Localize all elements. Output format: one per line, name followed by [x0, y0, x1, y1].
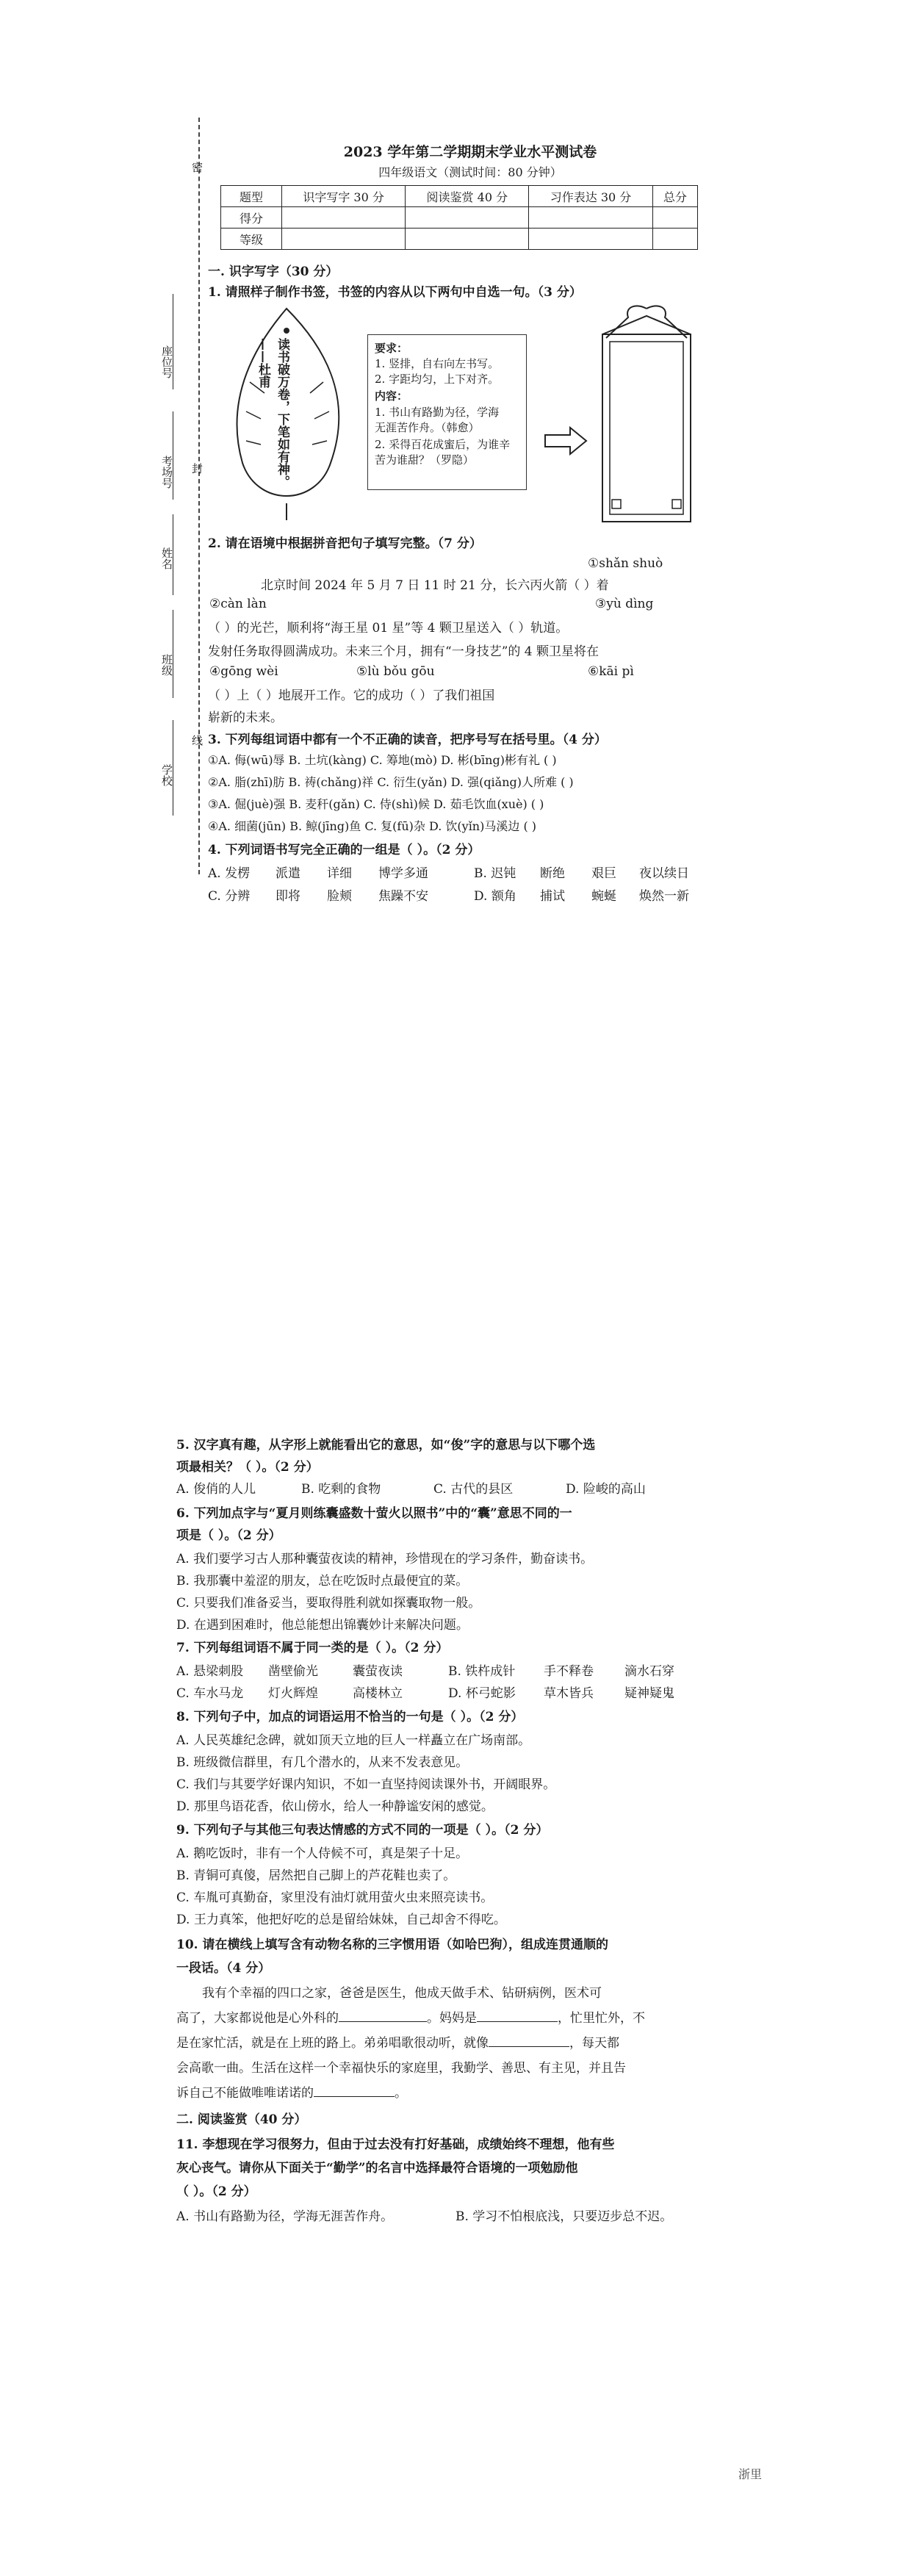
- q2-line-1[interactable]: 北京时间 2024 年 5 月 7 日 11 时 21 分，长六丙火箭（ ）着: [261, 578, 609, 593]
- bookmark-text: 读书破万卷，下笔如有神。——杜甫: [256, 338, 289, 488]
- q5-option-d: D. 险峻的高山: [566, 1482, 646, 1497]
- q5-option-b: B. 吃剩的食物: [301, 1482, 381, 1497]
- q6-option-a: A. 我们要学习古人那种囊萤夜读的精神，珍惜现在的学习条件，勤奋读书。: [176, 1552, 594, 1566]
- bookmark-corner-deco: [612, 500, 681, 508]
- q5-line-1: 5. 汉字真有趣，从字形上就能看出它的意思，如“俊”字的意思与以下哪个选: [176, 1438, 596, 1453]
- q4-word: 夜以续日: [639, 866, 689, 881]
- q7-word: 高楼林立: [353, 1686, 403, 1701]
- bookmark-ribbon: [606, 306, 687, 338]
- blank-bookmark-illustration: [591, 301, 702, 525]
- q7-word: 灯火辉煌: [268, 1686, 318, 1701]
- arrow-right-icon: [544, 426, 588, 456]
- q4-option: D. 额角: [474, 889, 516, 904]
- q4-option: A. 发楞: [208, 866, 251, 881]
- q7-word: 囊萤夜读: [353, 1664, 403, 1679]
- q10-blank-4[interactable]: [314, 2096, 395, 2097]
- q2-line-5: 崭新的未来。: [208, 710, 283, 725]
- bookmark-outer: [602, 334, 691, 522]
- q4-text: 4. 下列词语书写完全正确的一组是（ ）。（2 分）: [208, 843, 480, 857]
- q2-pinyin-1: ①shǎn shuò: [588, 556, 663, 571]
- q10-text: 。妈妈是: [427, 2011, 477, 2026]
- binding-mark-2: 封: [190, 463, 204, 474]
- q10-text: ，忙里忙外，不: [558, 2011, 645, 2026]
- q3-row-3[interactable]: ③A. 倔(juè)强 B. 麦秆(gǎn) C. 侍(shì)候 D. 茹毛饮血(xuè) ( ): [208, 797, 544, 811]
- q4-word: 焦躁不安: [378, 889, 428, 904]
- q8-option-d: D. 那里鸟语花香，依山傍水，给人一种静谧安闲的感觉。: [176, 1799, 494, 1814]
- binding-mark-1: 密: [190, 162, 204, 173]
- q7-word: D. 杯弓蛇影: [448, 1686, 516, 1701]
- req-1: 1. 竖排，自右向左书写。: [375, 357, 500, 370]
- q9-text: 9. 下列句子与其他三句表达情感的方式不同的一项是（ ）。（2 分）: [176, 1823, 549, 1838]
- binding-mark-3: 线: [190, 735, 204, 746]
- score-cell: 总分: [652, 186, 697, 207]
- content-1a: 1. 书山有路勤为径，学海: [375, 406, 500, 419]
- req-title: 要求：: [375, 342, 408, 355]
- q2-pinyin-3a: ④gōng wèi: [209, 664, 278, 679]
- content-2a: 2. 采得百花成蜜后，为谁辛: [375, 438, 511, 451]
- content-2b: 苦为谁甜？（罗隐）: [375, 453, 475, 467]
- q7-word: 疑神疑鬼: [624, 1686, 674, 1701]
- q2-pinyin-2a: ②càn làn: [209, 597, 267, 611]
- q4-word: 详细: [327, 866, 352, 881]
- score-cell[interactable]: [282, 207, 406, 229]
- bookmark-inner: [610, 342, 683, 514]
- seat-label: 座位号: [160, 345, 173, 378]
- bookmark-hole: [284, 328, 289, 334]
- score-cell[interactable]: [406, 229, 529, 250]
- footer-mark: 浙里: [738, 2467, 763, 2481]
- q6-option-d: D. 在遇到困难时，他总能想出锦囊妙计来解决问题。: [176, 1618, 469, 1633]
- score-cell[interactable]: [652, 207, 697, 229]
- score-cell[interactable]: [406, 207, 529, 229]
- q9-option-a: A. 鹅吃饭时，非有一个人侍候不可，真是架子十足。: [176, 1846, 469, 1861]
- score-cell: 等级: [221, 229, 282, 250]
- q2-pinyin-2b: ③yù dìng: [595, 597, 654, 611]
- score-table-row: [221, 207, 698, 229]
- req-2: 2. 字距均匀，上下对齐。: [375, 373, 500, 386]
- q10-line-1: 10. 请在横线上填写含有动物名称的三字惯用语（如哈巴狗），组成连贯通顺的: [176, 1938, 608, 1952]
- section1-heading: 一. 识字写字（30 分）: [208, 265, 339, 279]
- q4-word: 捕试: [540, 889, 565, 904]
- q11-option-a: A. 书山有路勤为径，学海无涯苦作舟。: [176, 2209, 394, 2224]
- q10-blank-1[interactable]: [339, 2021, 427, 2022]
- q8-option-c: C. 我们与其要学好课内知识，不如一直坚持阅读课外书，开阔眼界。: [176, 1777, 556, 1792]
- q1-text: 1. 请照样子制作书签，书签的内容从以下两句中自选一句。（3 分）: [208, 285, 582, 300]
- binding-line: [198, 118, 200, 874]
- q4-option: C. 分辨: [208, 889, 251, 904]
- score-cell: 阅读鉴赏 40 分: [406, 186, 529, 207]
- q8-text: 8. 下列句子中，加点的词语运用不恰当的一句是（ ）。（2 分）: [176, 1710, 524, 1724]
- q2-pinyin-3c: ⑥kāi pì: [588, 664, 634, 679]
- q6-line-2: 项是（ ）。（2 分）: [176, 1528, 281, 1543]
- q3-row-4[interactable]: ④A. 细菌(jūn) B. 鲸(jīng)鱼 C. 复(fū)杂 D. 饮(yǐn)马溪边 ( ): [208, 819, 537, 833]
- section2-heading: 二. 阅读鉴赏（40 分）: [176, 2112, 307, 2127]
- score-cell: 识字写字 30 分: [282, 186, 406, 207]
- q9-option-d: D. 王力真笨，他把好吃的总是留给妹妹，自己却舍不得吃。: [176, 1913, 506, 1927]
- score-cell[interactable]: [529, 207, 652, 229]
- q10-text: 。: [395, 2086, 407, 2101]
- score-table-row: [221, 229, 698, 250]
- q7-word: 草木皆兵: [544, 1686, 594, 1701]
- score-cell[interactable]: [652, 229, 697, 250]
- score-cell: 题型: [221, 186, 282, 207]
- school-label: 学校: [160, 764, 173, 786]
- exam-title: 2023 学年第二学期期末学业水平测试卷: [343, 144, 597, 160]
- q10-para-5: [176, 2082, 407, 2101]
- q2-pinyin-3b: ⑤lù bǒu gōu: [356, 664, 435, 679]
- q11-option-b: B. 学习不怕根底浅，只要迈步总不迟。: [455, 2209, 673, 2224]
- q5-option-a: A. 俊俏的人儿: [176, 1482, 256, 1497]
- q2-line-4[interactable]: （ ）上（ ）地展开工作。它的成功（ ）了我们祖国: [208, 688, 495, 703]
- q7-text: 7. 下列每组词语不属于同一类的是（ ）。（2 分）: [176, 1641, 449, 1655]
- q7-word: 滴水石穿: [624, 1664, 674, 1679]
- q10-para-4: 会高歌一曲。生活在这样一个幸福快乐的家庭里，我勤学、善思、有主见，并且告: [176, 2061, 626, 2076]
- q10-para-1: 我有个幸福的四口之家，爸爸是医生，他成天做手术、钻研病例，医术可: [202, 1986, 602, 2001]
- q5-option-c: C. 古代的县区: [433, 1482, 514, 1497]
- score-cell[interactable]: [282, 229, 406, 250]
- q3-row-2[interactable]: ②A. 脂(zhī)肪 B. 祷(chǎng)祥 C. 衍生(yǎn) D. 强(qiǎng)人所难 ( ): [208, 775, 574, 789]
- score-table-row: [221, 186, 698, 207]
- q4-word: 焕然一新: [639, 889, 689, 904]
- class-label: 班级: [160, 654, 173, 676]
- score-table: [220, 185, 698, 250]
- q7-word: B. 铁杵成针: [448, 1664, 516, 1679]
- q3-text: 3. 下列每组词语中都有一个不正确的读音，把序号写在括号里。（4 分）: [208, 733, 607, 747]
- q7-word: 凿壁偷光: [268, 1664, 318, 1679]
- q4-word: 艰巨: [591, 866, 616, 881]
- q4-word: 蜿蜒: [591, 889, 616, 904]
- q10-line-2: 一段话。（4 分）: [176, 1961, 271, 1976]
- score-cell[interactable]: [529, 229, 652, 250]
- q4-option: B. 迟钝: [474, 866, 516, 881]
- q10-text: 高了，大家都说他是心外科的: [176, 2011, 339, 2026]
- q2-line-3: 发射任务取得圆满成功。未来三个月，拥有“一身技艺”的 4 颗卫星将在: [208, 644, 599, 659]
- bookmark-top: [602, 316, 691, 334]
- score-cell: 习作表达 30 分: [529, 186, 652, 207]
- q6-option-c: C. 只要我们准备妥当，要取得胜利就如探囊取物一般。: [176, 1596, 481, 1611]
- q10-para-3: [176, 2032, 619, 2051]
- q10-text: 诉自己不能做唯唯诺诺的: [176, 2086, 314, 2101]
- q4-word: 脸颊: [327, 889, 352, 904]
- q11-line-1: 11. 李想现在学习很努力，但由于过去没有打好基础，成绩始终不理想，他有些: [176, 2137, 615, 2152]
- exam-subtitle: 四年级语文（测试时间：80 分钟）: [378, 165, 562, 179]
- q11-line-2: 灰心丧气。请你从下面关于“勤学”的名言中选择最符合语境的一项勉励他: [176, 2161, 578, 2176]
- q10-text: ，每天都: [569, 2036, 619, 2051]
- q10-blank-3[interactable]: [489, 2046, 569, 2047]
- q4-word: 断绝: [540, 866, 565, 881]
- q7-word: 手不释卷: [544, 1664, 594, 1679]
- q4-word: 即将: [276, 889, 300, 904]
- exam-no-label: 考场号: [160, 456, 173, 489]
- q6-option-b: B. 我那囊中羞涩的朋友，总在吃饭时点最便宜的菜。: [176, 1574, 469, 1589]
- q7-word: C. 车水马龙: [176, 1686, 244, 1701]
- q2-line-2[interactable]: （ ）的光芒，顺利将“海王星 01 星”等 4 颗卫星送入（ ）轨道。: [208, 621, 569, 636]
- q8-option-a: A. 人民英雄纪念碑，就如顶天立地的巨人一样矗立在广场南部。: [176, 1733, 531, 1748]
- score-cell: 得分: [221, 207, 282, 229]
- name-label: 姓名: [160, 547, 173, 569]
- q4-word: 博学多通: [378, 866, 428, 881]
- q10-blank-2[interactable]: [477, 2021, 558, 2022]
- q10-para-2: [176, 2007, 645, 2026]
- content-1b: 无涯苦作舟。（韩愈）: [375, 421, 480, 434]
- q5-line-2: 项最相关？（ ）。（2 分）: [176, 1460, 319, 1475]
- q11-line-3: （ ）。（2 分）: [176, 2184, 256, 2199]
- q2-text: 2. 请在语境中根据拼音把句子填写完整。（7 分）: [208, 536, 482, 551]
- q9-option-c: C. 车胤可真勤奋，家里没有油灯就用萤火虫来照亮读书。: [176, 1890, 494, 1905]
- content-title: 内容：: [375, 389, 408, 403]
- q6-line-1: 6. 下列加点字与“夏月则练囊盛数十萤火以照书”中的“囊”意思不同的一: [176, 1506, 572, 1521]
- q8-option-b: B. 班级微信群里，有几个潜水的，从来不发表意见。: [176, 1755, 469, 1770]
- q7-word: A. 悬梁刺股: [176, 1664, 244, 1679]
- q9-option-b: B. 青铜可真傻，居然把自己脚上的芦花鞋也卖了。: [176, 1868, 456, 1883]
- q10-text: 是在家忙活，就是在上班的路上。弟弟唱歌很动听，就像: [176, 2036, 489, 2051]
- q3-row-1[interactable]: ①A. 侮(wū)辱 B. 土坑(kàng) C. 筹地(mò) D. 彬(bīng)彬有礼 ( ): [208, 753, 557, 767]
- q4-word: 派遣: [276, 866, 300, 881]
